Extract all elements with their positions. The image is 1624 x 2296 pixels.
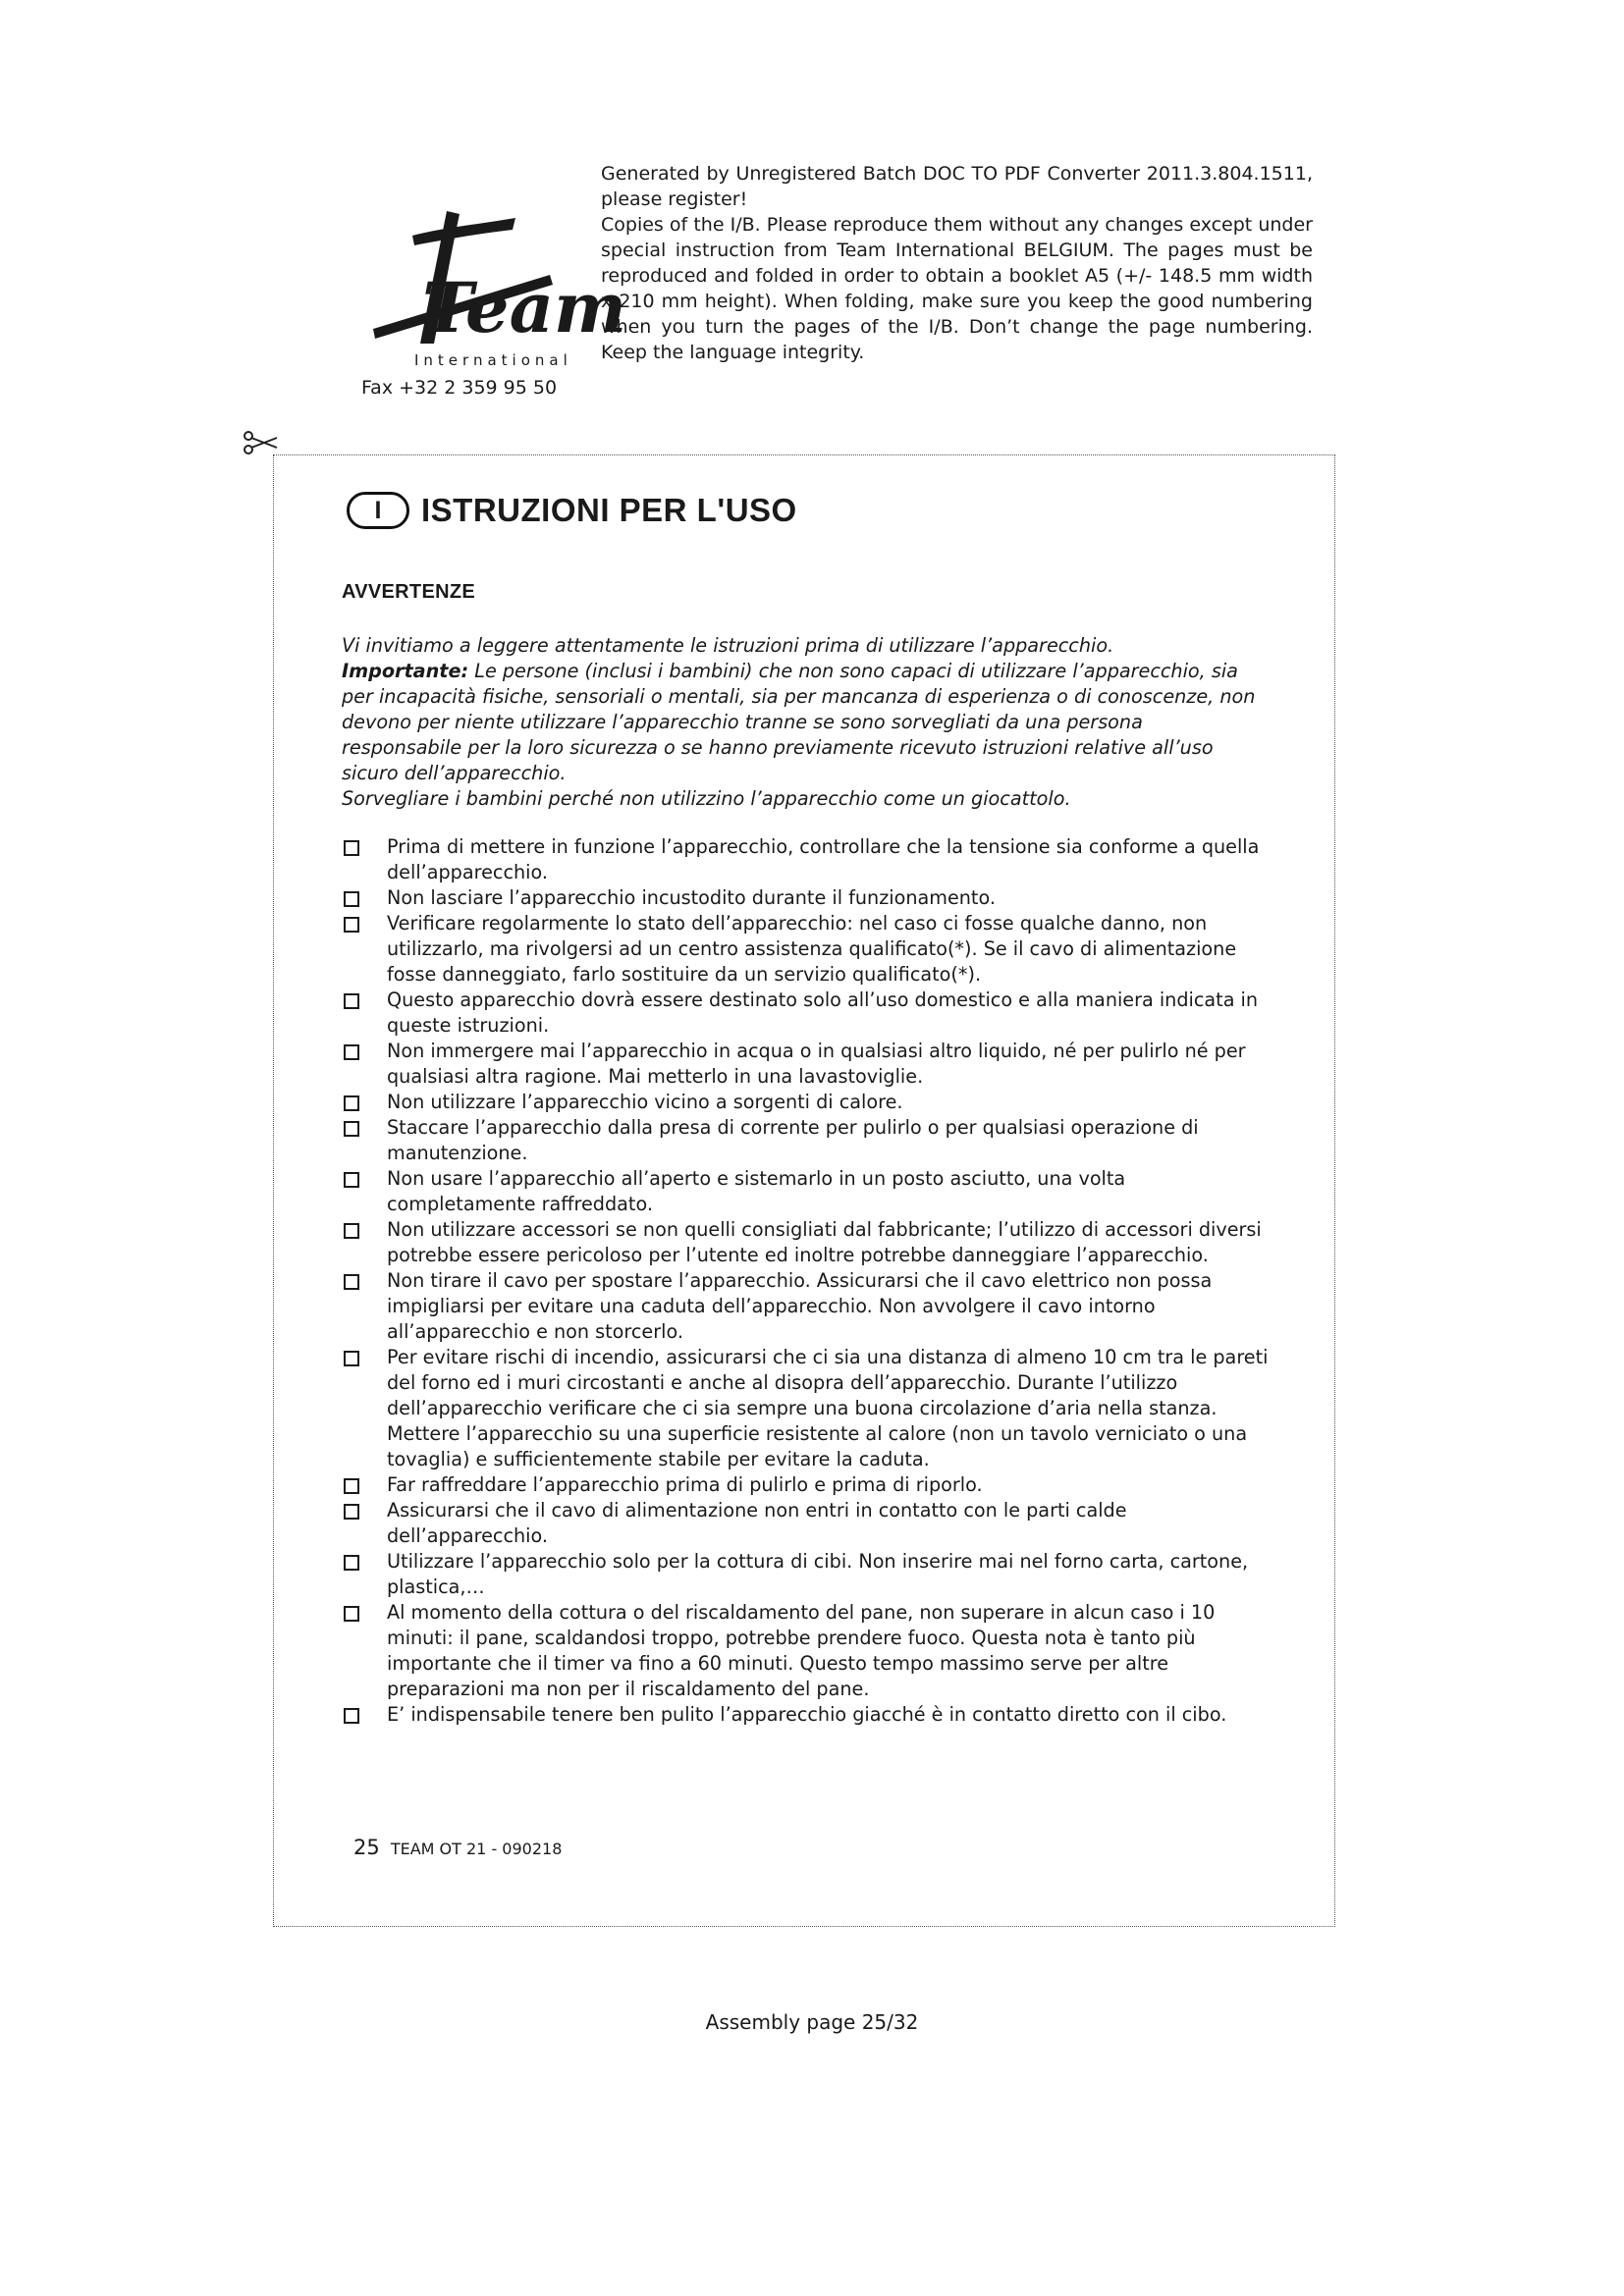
section-heading: AVVERTENZE xyxy=(342,581,475,603)
list-item xyxy=(342,911,1274,988)
checkbox-bullet-icon xyxy=(344,917,359,933)
list-item-text: Staccare l’apparecchio dalla presa di corrente per pulirlo o per qualsiasi operazione di manutenzione. xyxy=(387,1116,1199,1164)
checkbox-bullet-icon xyxy=(344,1504,359,1520)
important-text: Le persone (inclusi i bambini) che non sono capaci di utilizzare l’apparecchio, sia per incapacità fisiche, sensoriali o mentali, sia per mancanza di esperienza o di conoscenze, non devono per niente utilizzare l’apparecchio tranne se sono sorvegliati da una persona responsabile per la loro sicurezza o se hanno previamente ricevuto istruzioni relative all’uso sicuro dell’apparecchio. xyxy=(342,660,1256,784)
checkbox-bullet-icon xyxy=(344,1274,359,1290)
list-item-text: Al momento della cottura o del riscaldamento del pane, non superare in alcun caso i 10 minuti: il pane, scaldandosi troppo, potrebbe prendere fuoco. Questa nota è tanto più importante che il timer va fino a 60 minuti. Questo tempo massimo serve per altre preparazioni ma non per il riscaldamento del pane. xyxy=(387,1601,1216,1700)
list-item xyxy=(342,1115,1274,1166)
checkbox-bullet-icon xyxy=(344,1606,359,1622)
intro-paragraph xyxy=(342,633,1265,812)
fax-number: Fax +32 2 359 95 50 xyxy=(361,377,558,399)
assembly-page-label: Assembly page 25/32 xyxy=(705,2010,919,2034)
converter-notice xyxy=(601,161,1313,365)
list-item-text: Non utilizzare l’apparecchio vicino a sorgenti di calore. xyxy=(387,1091,903,1113)
list-item-text: E’ indispensabile tenere ben pulito l’apparecchio giacché è in contatto diretto con il cibo. xyxy=(387,1703,1227,1726)
list-item xyxy=(342,1498,1274,1549)
list-item-text: Far raffreddare l’apparecchio prima di pulirlo e prima di riporlo. xyxy=(387,1473,983,1496)
notice-line-1: Generated by Unregistered Batch DOC TO PDF Converter 2011.3.804.1511, please register! xyxy=(601,163,1313,210)
list-item xyxy=(342,1600,1274,1702)
list-item xyxy=(342,1549,1274,1600)
scissors-icon xyxy=(242,430,279,455)
list-item-text: Prima di mettere in funzione l’apparecchio, controllare che la tensione sia conforme a quella dell’apparecchio. xyxy=(387,835,1260,883)
checkbox-bullet-icon xyxy=(344,1095,359,1111)
team-international-logo xyxy=(353,206,627,378)
list-item-text: Non lasciare l’apparecchio incustodito durante il funzionamento. xyxy=(387,886,996,909)
warnings-list xyxy=(342,834,1274,1728)
list-item-text: Non tirare il cavo per spostare l’apparecchio. Assicurarsi che il cavo elettrico non possa impigliarsi per evitare una caduta dell’apparecchio. Non avvolgere il cavo intorno all’apparecchio e non storcerlo. xyxy=(387,1269,1213,1343)
checkbox-bullet-icon xyxy=(344,1121,359,1137)
title-text: ISTRUZIONI PER L'USO xyxy=(421,492,797,528)
checkbox-bullet-icon xyxy=(344,1044,359,1060)
list-item xyxy=(342,1345,1274,1472)
list-item xyxy=(342,1166,1274,1217)
page-number: 25 xyxy=(353,1836,380,1859)
list-item-text: Non immergere mai l’apparecchio in acqua o in qualsiasi altro liquido, né per pulirlo né per qualsiasi altra ragione. Mai metterlo in una lavastoviglie. xyxy=(387,1040,1246,1088)
page-title xyxy=(347,489,797,532)
intro-important xyxy=(342,659,1265,786)
checkbox-bullet-icon xyxy=(344,891,359,907)
list-item xyxy=(342,1039,1274,1090)
notice-line-2: Copies of the I/B. Please reproduce them without any changes except under special instruction from Team International BELGIUM. The pages must be reproduced and folded in order to obtain a booklet A5 (+/- 148.5 mm width x 210 mm height). When folding, make sure you keep the good numbering when you turn the pages of the I/B. Don’t change the page numbering. Keep the language integrity. xyxy=(601,214,1313,363)
logo-main-text: Team xyxy=(422,267,627,348)
intro-line-1: Vi invitiamo a leggere attentamente le istruzioni prima di utilizzare l’apparecchio. xyxy=(342,634,1114,657)
important-label: Importante: xyxy=(342,660,469,682)
checkbox-bullet-icon xyxy=(344,1351,359,1366)
checkbox-bullet-icon xyxy=(344,1172,359,1188)
logo-sub-text: International xyxy=(414,351,572,369)
list-item xyxy=(342,1268,1274,1345)
checkbox-bullet-icon xyxy=(344,840,359,856)
checkbox-bullet-icon xyxy=(344,1555,359,1571)
list-item-text: Per evitare rischi di incendio, assicurarsi che ci sia una distanza di almeno 10 cm tra le pareti del forno ed i muri circostanti e anche al disopra dell’apparecchio. Durante l’utilizzo dell’apparecchio verificare che ci sia sempre una buona circolazione d’aria nella stanza. Mettere l’apparecchio su una superficie resistente al calore (non un tavolo verniciato o una tovaglia) e sufficientemente stabile per evitare la caduta. xyxy=(387,1346,1269,1470)
list-item-text: Non utilizzare accessori se non quelli consigliati dal fabbricante; l’utilizzo di accessori diversi potrebbe essere pericoloso per l’utente ed inoltre potrebbe danneggiare l’apparecchio. xyxy=(387,1218,1262,1266)
checkbox-bullet-icon xyxy=(344,1223,359,1239)
list-item xyxy=(342,885,1274,911)
language-badge: I xyxy=(347,492,409,529)
model-code: TEAM OT 21 - 090218 xyxy=(390,1840,563,1858)
page-footer xyxy=(353,1836,562,1859)
list-item xyxy=(342,1090,1274,1115)
checkbox-bullet-icon xyxy=(344,993,359,1009)
list-item-text: Assicurarsi che il cavo di alimentazione non entri in contatto con le parti calde dell’apparecchio. xyxy=(387,1499,1127,1547)
list-item-text: Utilizzare l’apparecchio solo per la cottura di cibi. Non inserire mai nel forno carta, cartone, plastica,… xyxy=(387,1550,1249,1598)
list-item-text: Non usare l’apparecchio all’aperto e sistemarlo in un posto asciutto, una volta completamente raffreddato. xyxy=(387,1167,1126,1215)
list-item xyxy=(342,1472,1274,1498)
checkbox-bullet-icon xyxy=(344,1478,359,1494)
list-item-text: Verificare regolarmente lo stato dell’apparecchio: nel caso ci fosse qualche danno, non utilizzarlo, ma rivolgersi ad un centro assistenza qualificato(*). Se il cavo di alimentazione fosse danneggiato, farlo sostituire da un servizio qualificato(*). xyxy=(387,912,1237,986)
checkbox-bullet-icon xyxy=(344,1708,359,1724)
list-item xyxy=(342,988,1274,1039)
list-item xyxy=(342,1217,1274,1268)
list-item-text: Questo apparecchio dovrà essere destinato solo all’uso domestico e alla maniera indicata in queste istruzioni. xyxy=(387,988,1259,1037)
intro-line-3: Sorvegliare i bambini perché non utilizzino l’apparecchio come un giocattolo. xyxy=(342,787,1071,810)
list-item xyxy=(342,1702,1274,1728)
list-item xyxy=(342,834,1274,885)
